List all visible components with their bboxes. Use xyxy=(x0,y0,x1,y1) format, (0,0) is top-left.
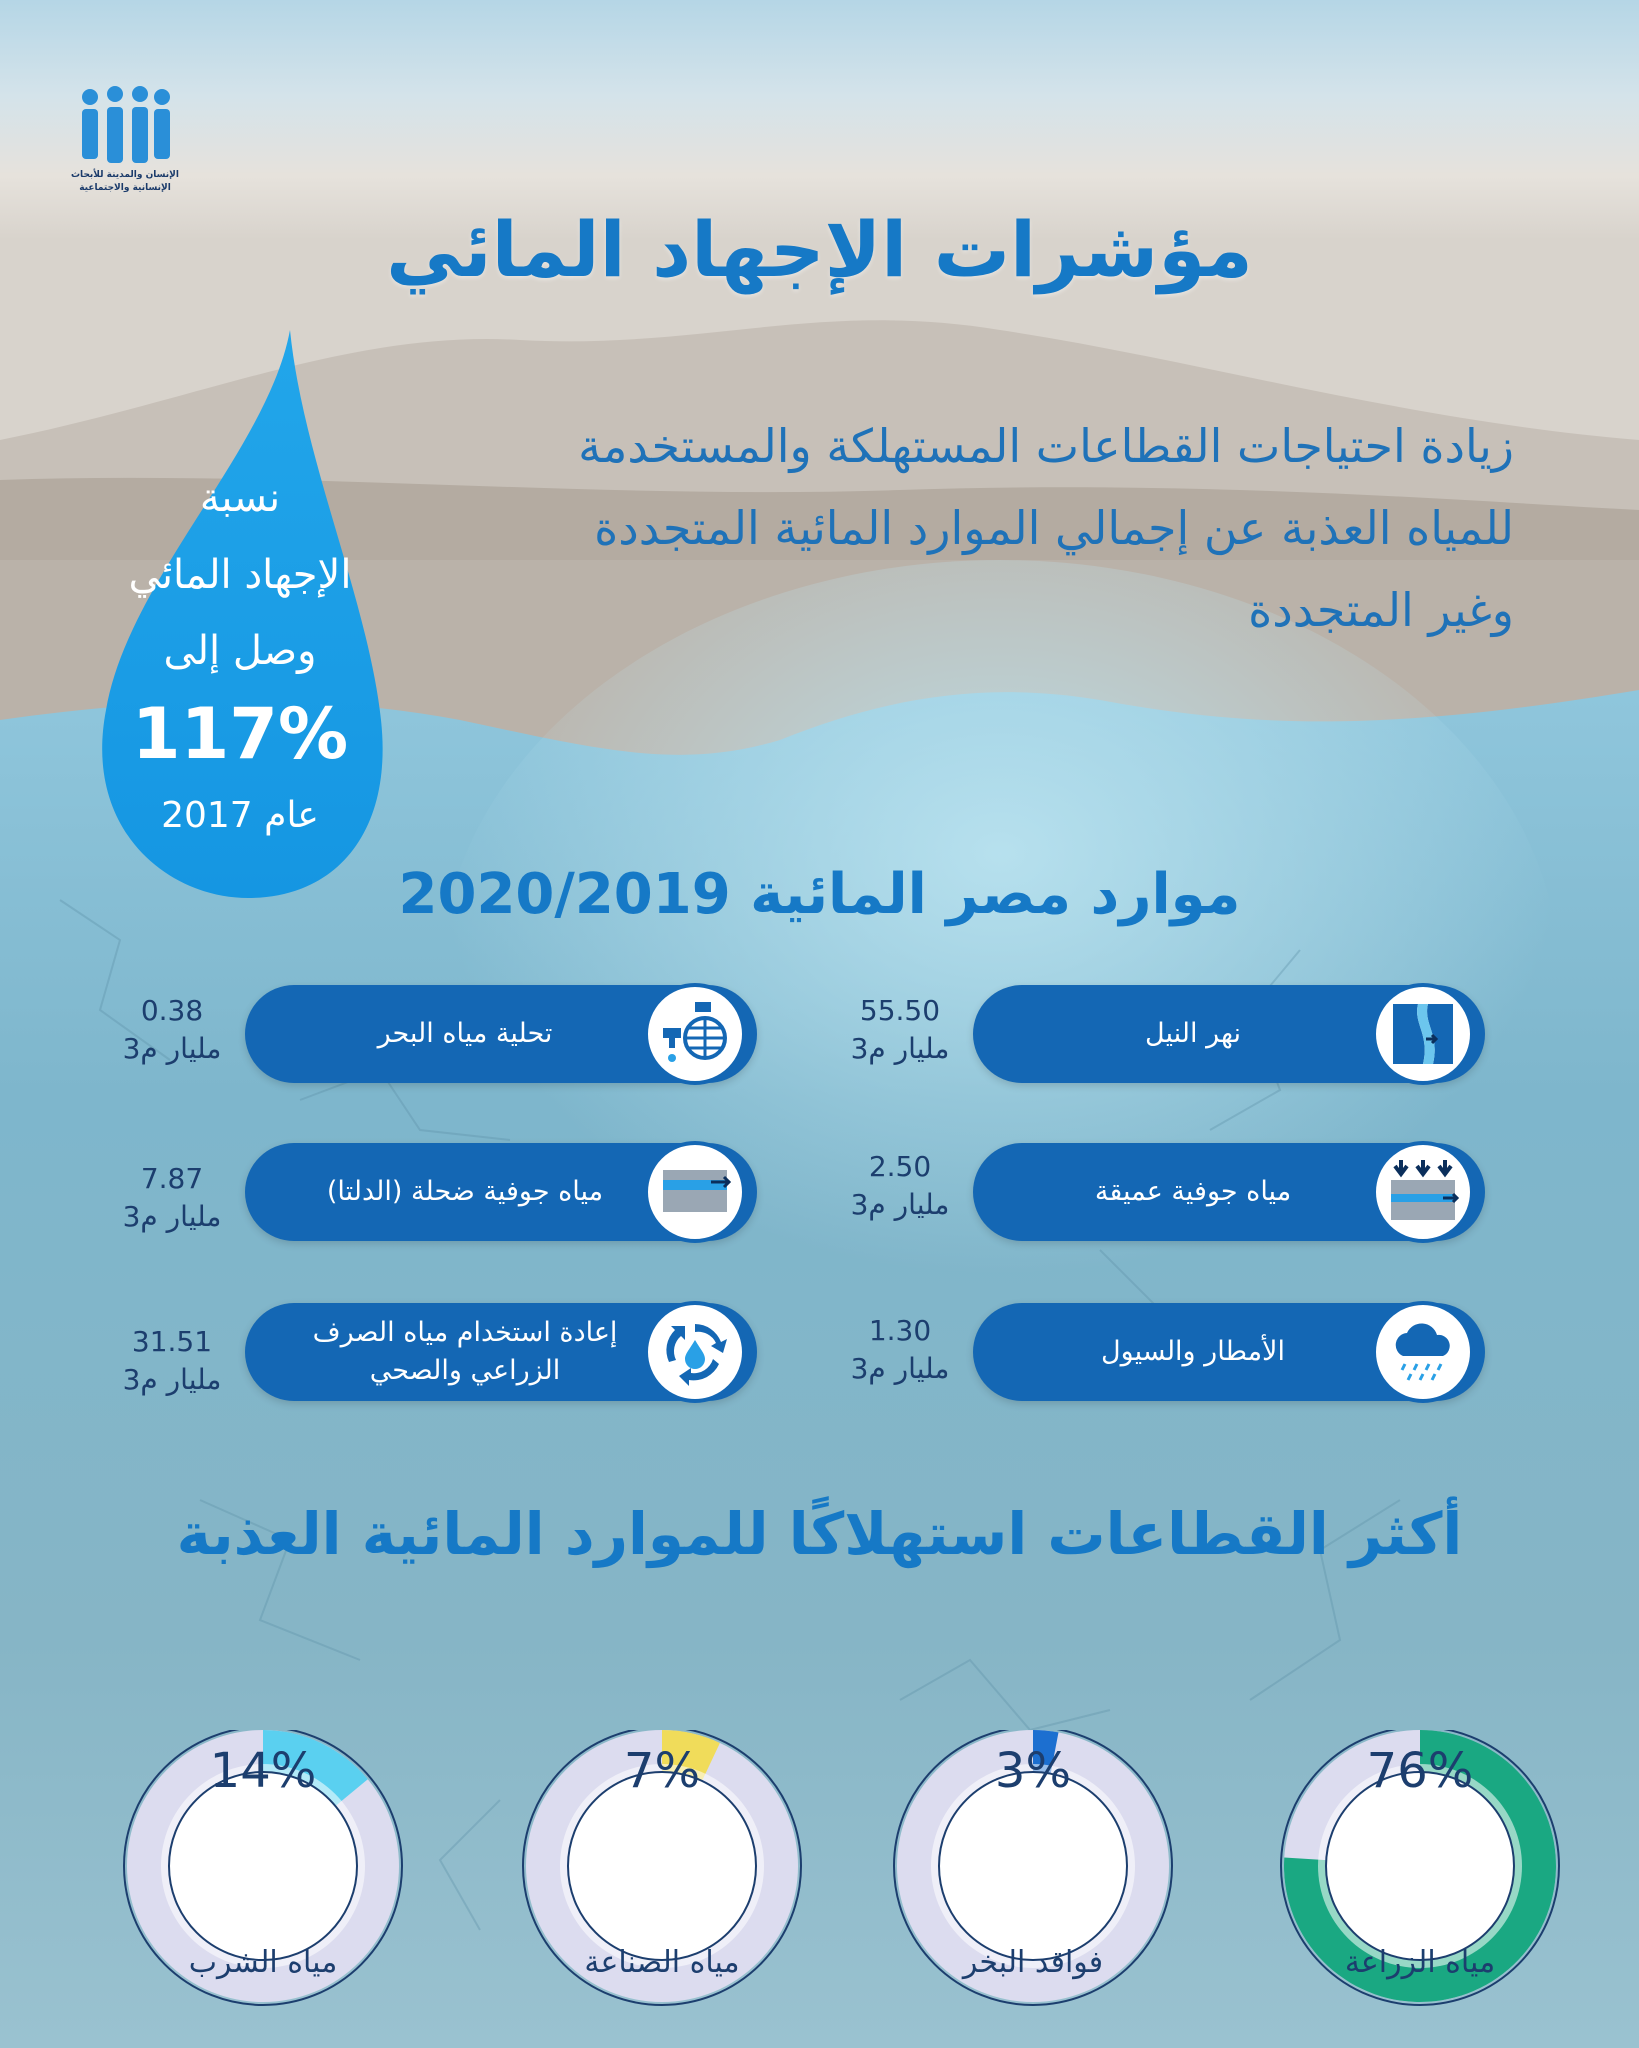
resource-value-reuse xyxy=(102,1323,242,1399)
donut-center xyxy=(169,1772,357,1960)
donut-value-drinking: 14% xyxy=(209,1743,317,1799)
resource-value-nile xyxy=(830,992,970,1068)
donut-center xyxy=(1326,1772,1514,1960)
river-icon xyxy=(1372,983,1474,1085)
value-number: 31.51 xyxy=(131,1325,213,1358)
description xyxy=(464,405,1514,651)
drop-line-2: الإجهاد المائي xyxy=(128,552,352,598)
resource-value-rain xyxy=(830,1312,970,1388)
donut-center xyxy=(568,1772,756,1960)
logo-text-line2: الإنسانية والاجتماعية xyxy=(79,183,171,193)
resource-value-shallow-groundwater xyxy=(102,1160,242,1236)
logo xyxy=(70,85,180,195)
description-line-2: للمياه العذبة عن إجمالي الموارد المائية المتجددة xyxy=(594,501,1514,555)
consumption-title: أكثر القطاعات استهلاكًا للموارد المائية العذبة xyxy=(176,1500,1463,1568)
deep-groundwater-icon xyxy=(1372,1141,1474,1243)
donut-label-evaporation: فواقد البخر xyxy=(962,1945,1104,1980)
rain-cloud-icon xyxy=(1372,1301,1474,1403)
page-title: مؤشرات الإجهاد المائي xyxy=(386,205,1253,294)
value-unit: مليار م3 xyxy=(122,1032,222,1065)
shallow-groundwater-icon xyxy=(644,1141,746,1243)
value-number: 0.38 xyxy=(140,994,204,1027)
description-line-3: وغير المتجددة xyxy=(1248,583,1514,637)
resource-label: مياه جوفية ضحلة (الدلتا) xyxy=(326,1176,604,1207)
donut-label-industry: مياه الصناعة xyxy=(584,1945,740,1980)
value-unit: مليار م3 xyxy=(122,1363,222,1396)
donut-value-evaporation: 3% xyxy=(994,1743,1072,1799)
value-unit: مليار م3 xyxy=(850,1352,950,1385)
value-number: 2.50 xyxy=(868,1150,932,1183)
value-number: 7.87 xyxy=(140,1162,204,1195)
donut-center xyxy=(939,1772,1127,1960)
description-line-1: زيادة احتياجات القطاعات المستهلكة والمستخدمة xyxy=(578,419,1514,473)
donut-label-drinking: مياه الشرب xyxy=(188,1945,338,1980)
resource-value-deep-groundwater xyxy=(830,1148,970,1224)
value-unit: مليار م3 xyxy=(122,1200,222,1233)
value-number: 55.50 xyxy=(859,994,941,1027)
resource-label: الأمطار والسيول xyxy=(1101,1336,1285,1367)
resource-label: مياه جوفية عميقة xyxy=(1094,1176,1292,1207)
resource-label-line1: إعادة استخدام مياه الصرف xyxy=(312,1317,618,1348)
resources-title: موارد مصر المائية 2020/2019 xyxy=(398,862,1241,927)
drop-line-1: نسبة xyxy=(199,475,281,521)
donut-value-agriculture: 76% xyxy=(1366,1743,1474,1799)
drop-line-3: وصل إلى xyxy=(163,628,317,674)
value-unit: مليار م3 xyxy=(850,1032,950,1065)
drop-year: عام 2017 xyxy=(161,795,319,836)
value-unit: مليار م3 xyxy=(850,1188,950,1221)
resource-label xyxy=(275,1303,655,1401)
value-number: 1.30 xyxy=(868,1314,932,1347)
resource-value-desalination xyxy=(102,992,242,1068)
desalination-icon xyxy=(644,983,746,1085)
resource-label: نهر النيل xyxy=(1145,1018,1241,1049)
resource-label: تحلية مياه البحر xyxy=(377,1018,553,1049)
logo-text-line1: الإنسان والمدينة للأبحاث xyxy=(71,170,179,180)
donut-label-agriculture: مياه الزراعة xyxy=(1344,1945,1496,1980)
resource-label-line2: الزراعي والصحي xyxy=(369,1355,561,1386)
logo-mark-icon xyxy=(70,85,180,165)
recycle-water-icon xyxy=(644,1301,746,1403)
drop-value: 117% xyxy=(131,693,349,775)
donut-value-industry: 7% xyxy=(623,1743,701,1799)
